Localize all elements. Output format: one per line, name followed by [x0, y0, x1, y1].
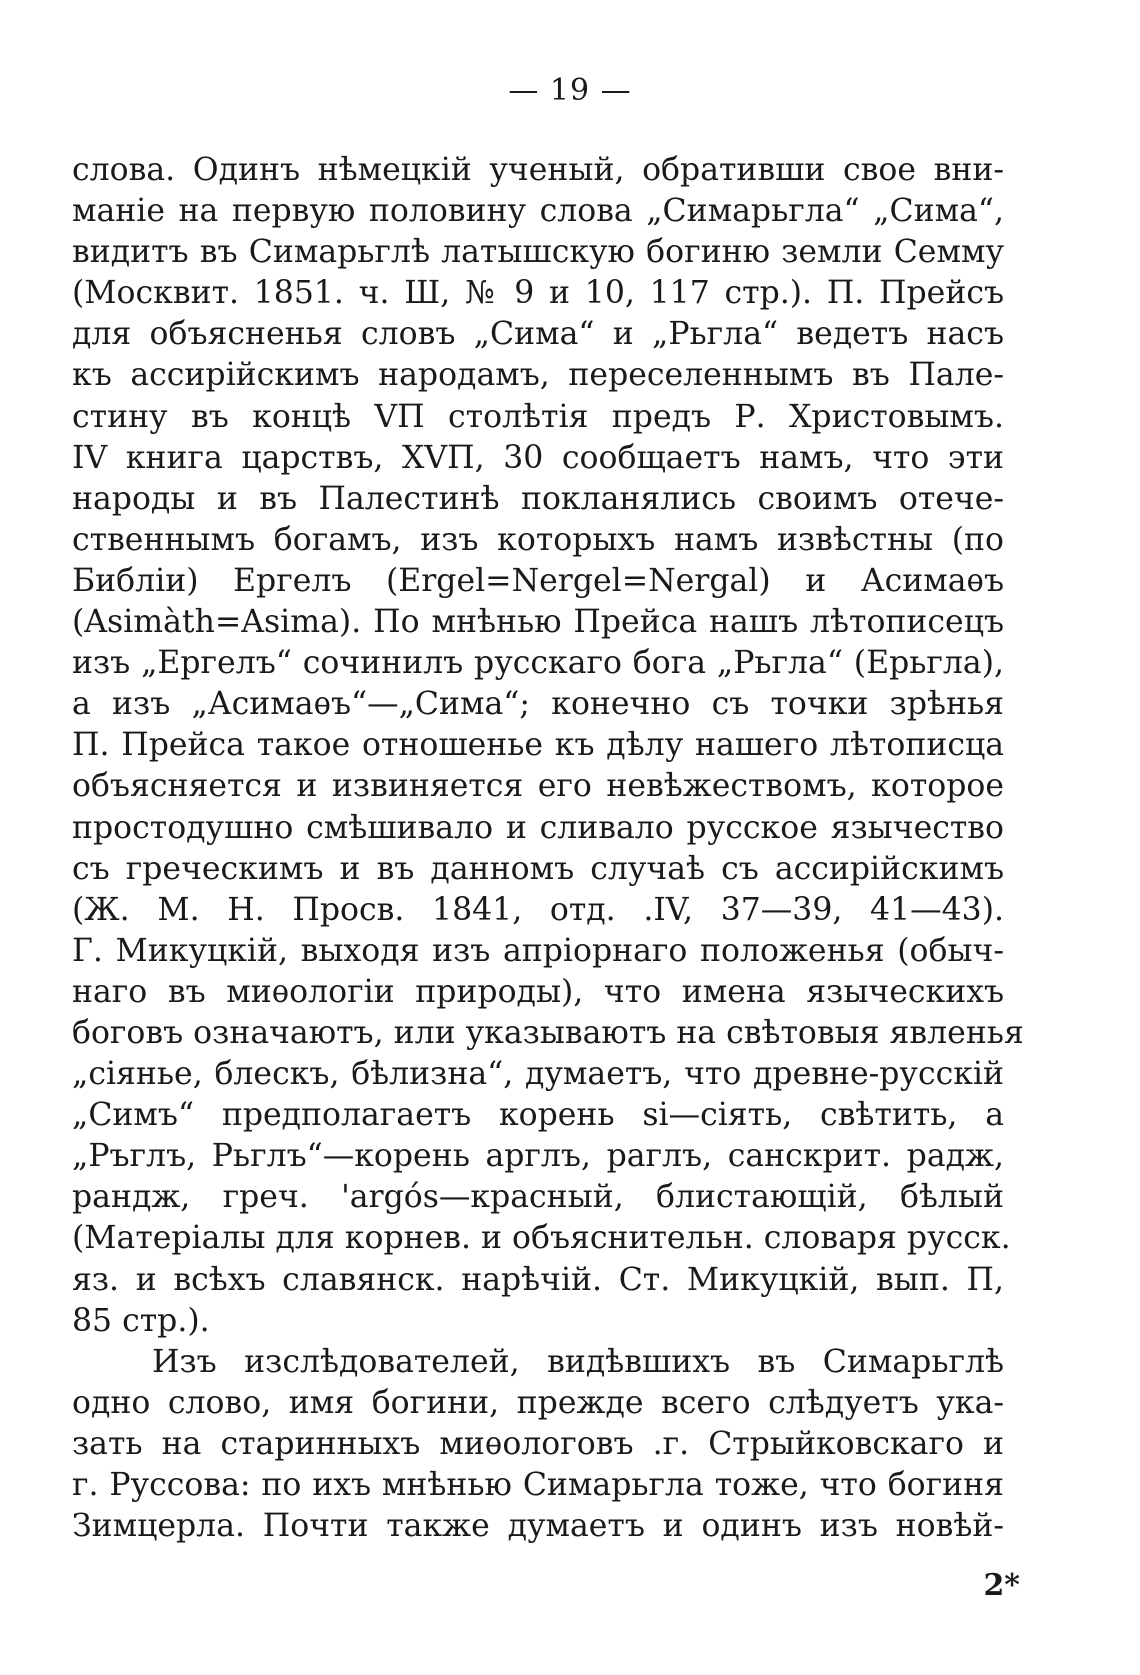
- page-number: — 19 —: [508, 73, 632, 108]
- text-line: яз. и всѣхъ славянск. нарѣчій. Ст. Микуцкій, вып. П,: [72, 1261, 1004, 1298]
- text-line: рандж, греч. 'argós—красный, блистающій, бѣлый: [72, 1179, 1004, 1216]
- paragraph: [72, 1342, 1004, 1547]
- text-line: для объясненья словъ „Сима“ и „Рьгла“ ведетъ насъ: [72, 316, 1004, 353]
- text-line: Г. Микуцкій, выходя изъ апріорнаго положенья (обыч-: [72, 932, 1004, 969]
- text-line: г. Руссова: по ихъ мнѣнью Симарьгла тоже, что богиня: [72, 1467, 1004, 1503]
- text-line: (Ж. М. Н. Просв. 1841, отд. .IV, 37—39, 41—43).: [72, 891, 1004, 928]
- text-line: объясняется и извиняется его невѣжествомъ, которое: [72, 768, 1004, 805]
- text-line: боговъ означаютъ, или указываютъ на свѣтовыя явленья: [72, 1014, 1024, 1051]
- text-line: наго въ миѳологіи природы), что имена языческихъ: [72, 973, 1004, 1010]
- text-line: изъ „Ергелъ“ сочинилъ русскаго бога „Рьгла“ (Ерьгла),: [72, 645, 1004, 682]
- text-line: къ ассирійскимъ народамъ, переселеннымъ въ Пале-: [72, 357, 1004, 394]
- text-line: маніе на первую половину слова „Симарьгла“ „Сима“,: [72, 193, 1004, 230]
- text-line: съ греческимъ и въ данномъ случаѣ съ ассирійскимъ: [72, 850, 1004, 887]
- text-line: „Ръглъ, Рьглъ“—корень арглъ, раглъ, санскрит. радж,: [72, 1138, 1004, 1175]
- text-body: [72, 150, 1024, 1547]
- text-line: простодушно смѣшивало и сливало русское язычество: [72, 809, 1004, 846]
- text-line: IV книга царствъ, XVП, 30 сообщаетъ намъ, что эти: [72, 439, 1004, 476]
- text-line: (Москвит. 1851. ч. Ш, № 9 и 10, 117 стр.). П. Прейсъ: [72, 275, 1004, 312]
- text-line: Зимцерла. Почти также думаетъ и одинъ изъ новѣй-: [72, 1508, 1004, 1545]
- text-line: Библіи) Ергелъ (Ergel=Nergel=Nergal) и Асимаѳъ: [72, 562, 1004, 599]
- text-line: (Матеріалы для корнев. и объяснительн. словаря русск.: [72, 1220, 1011, 1257]
- text-line: слова. Одинъ нѣмецкій ученый, обративши свое вни-: [72, 152, 1004, 188]
- text-line: ственнымъ богамъ, изъ которыхъ намъ извѣстны (по: [72, 521, 1004, 558]
- text-line: народы и въ Палестинѣ покланялись своимъ отече-: [72, 480, 1004, 517]
- paragraph: [72, 150, 1024, 1342]
- text-line: 85 стр.).: [72, 1302, 210, 1339]
- text-line: „сіянье, блескъ, бѣлизна“, думаетъ, что древне-русскій: [72, 1056, 1004, 1093]
- text-line: Изъ изслѣдователей, видѣвшихъ въ Симарьглѣ: [152, 1343, 1004, 1380]
- text-line: видитъ въ Симарьглѣ латышскую богиню земли Семму: [72, 234, 1004, 271]
- signature-mark: 2*: [983, 1568, 1020, 1603]
- text-line: „Симъ“ предполагаетъ корень si—сіять, свѣтить, а: [72, 1097, 1004, 1134]
- text-line: зать на старинныхъ миѳологовъ .г. Стрыйковскаго и: [72, 1425, 1004, 1462]
- text-line: стину въ концѣ VП столѣтія предъ Р. Христовымъ.: [72, 398, 1004, 435]
- text-line: (Asimàth=Asima). По мнѣнью Прейса нашъ лѣтописецъ: [72, 604, 1004, 641]
- text-line: П. Прейса такое отношенье къ дѣлу нашего лѣтописца: [72, 727, 1004, 764]
- text-line: а изъ „Асимаѳъ“—„Сима“; конечно съ точки зрѣнья: [72, 686, 1004, 723]
- text-line: одно слово, имя богини, прежде всего слѣдуетъ ука-: [72, 1384, 1004, 1421]
